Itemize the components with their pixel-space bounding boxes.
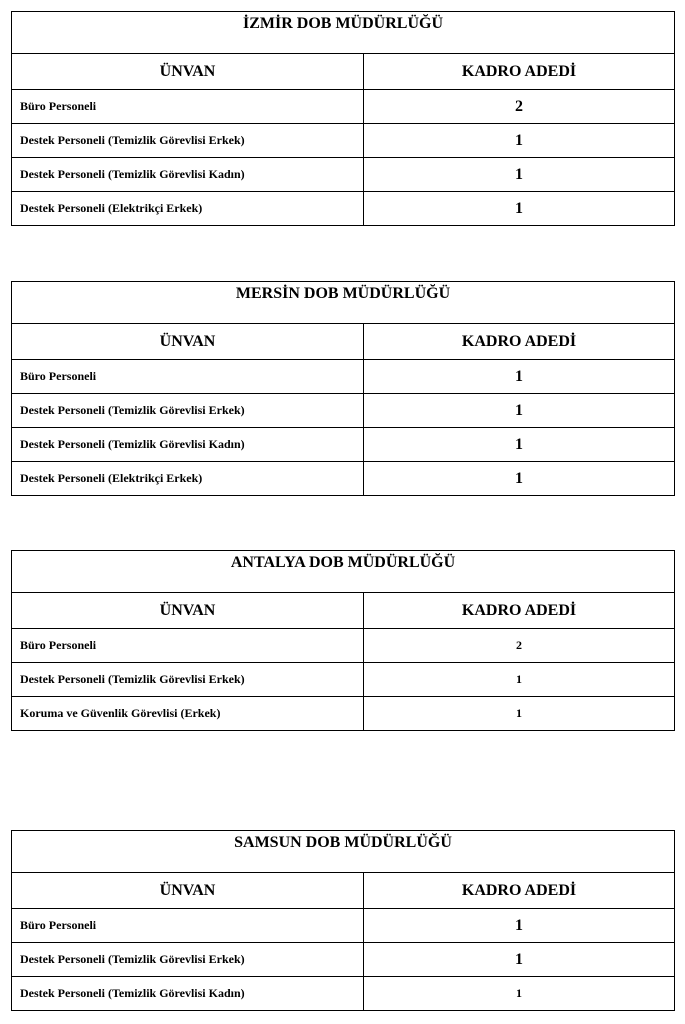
- table-row: [12, 909, 675, 943]
- table-row: [12, 192, 675, 226]
- office-title-row: [12, 831, 675, 873]
- column-header-count: KADRO ADEDİ: [364, 873, 675, 909]
- position-title: Koruma ve Güvenlik Görevlisi (Erkek): [12, 697, 364, 731]
- position-count: 2: [364, 90, 675, 124]
- table-row: [12, 360, 675, 394]
- position-title: Destek Personeli (Temizlik Görevlisi Kadın): [12, 428, 364, 462]
- table-row: [12, 90, 675, 124]
- column-header-title: ÜNVAN: [12, 54, 364, 90]
- position-count: 1: [364, 428, 675, 462]
- position-title: Destek Personeli (Temizlik Görevlisi Erkek): [12, 394, 364, 428]
- column-header-title: ÜNVAN: [12, 324, 364, 360]
- table-row: [12, 697, 675, 731]
- position-title: Büro Personeli: [12, 629, 364, 663]
- position-title: Destek Personeli (Elektrikçi Erkek): [12, 192, 364, 226]
- column-header-count: KADRO ADEDİ: [364, 324, 675, 360]
- position-count: 1: [364, 192, 675, 226]
- position-title: Destek Personeli (Temizlik Görevlisi Kadın): [12, 977, 364, 1011]
- table-row: [12, 462, 675, 496]
- office-table-mersin: [11, 281, 675, 496]
- header-row: [12, 593, 675, 629]
- header-row: [12, 324, 675, 360]
- office-table-samsun: [11, 830, 675, 1011]
- office-title-row: [12, 282, 675, 324]
- table-row: [12, 663, 675, 697]
- table-row: [12, 428, 675, 462]
- position-count: 1: [364, 158, 675, 192]
- position-title: Büro Personeli: [12, 90, 364, 124]
- position-title: Destek Personeli (Temizlik Görevlisi Erkek): [12, 943, 364, 977]
- column-header-title: ÜNVAN: [12, 593, 364, 629]
- table-row: [12, 158, 675, 192]
- office-title: SAMSUN DOB MÜDÜRLÜĞÜ: [12, 831, 675, 873]
- position-title: Destek Personeli (Elektrikçi Erkek): [12, 462, 364, 496]
- table-row: [12, 124, 675, 158]
- position-count: 2: [364, 629, 675, 663]
- office-title-row: [12, 12, 675, 54]
- position-count: 1: [364, 909, 675, 943]
- position-title: Destek Personeli (Temizlik Görevlisi Kadın): [12, 158, 364, 192]
- position-count: 1: [364, 943, 675, 977]
- office-table-izmir: [11, 11, 675, 226]
- office-title-row: [12, 551, 675, 593]
- table-row: [12, 629, 675, 663]
- table-row: [12, 977, 675, 1011]
- position-title: Büro Personeli: [12, 360, 364, 394]
- position-title: Destek Personeli (Temizlik Görevlisi Erkek): [12, 124, 364, 158]
- position-count: 1: [364, 462, 675, 496]
- column-header-title: ÜNVAN: [12, 873, 364, 909]
- office-title: İZMİR DOB MÜDÜRLÜĞÜ: [12, 12, 675, 54]
- position-title: Destek Personeli (Temizlik Görevlisi Erkek): [12, 663, 364, 697]
- header-row: [12, 54, 675, 90]
- position-title: Büro Personeli: [12, 909, 364, 943]
- position-count: 1: [364, 697, 675, 731]
- table-row: [12, 943, 675, 977]
- position-count: 1: [364, 977, 675, 1011]
- header-row: [12, 873, 675, 909]
- position-count: 1: [364, 360, 675, 394]
- table-row: [12, 394, 675, 428]
- office-table-antalya: [11, 550, 675, 731]
- office-title: MERSİN DOB MÜDÜRLÜĞÜ: [12, 282, 675, 324]
- position-count: 1: [364, 394, 675, 428]
- position-count: 1: [364, 124, 675, 158]
- office-title: ANTALYA DOB MÜDÜRLÜĞÜ: [12, 551, 675, 593]
- position-count: 1: [364, 663, 675, 697]
- column-header-count: KADRO ADEDİ: [364, 593, 675, 629]
- column-header-count: KADRO ADEDİ: [364, 54, 675, 90]
